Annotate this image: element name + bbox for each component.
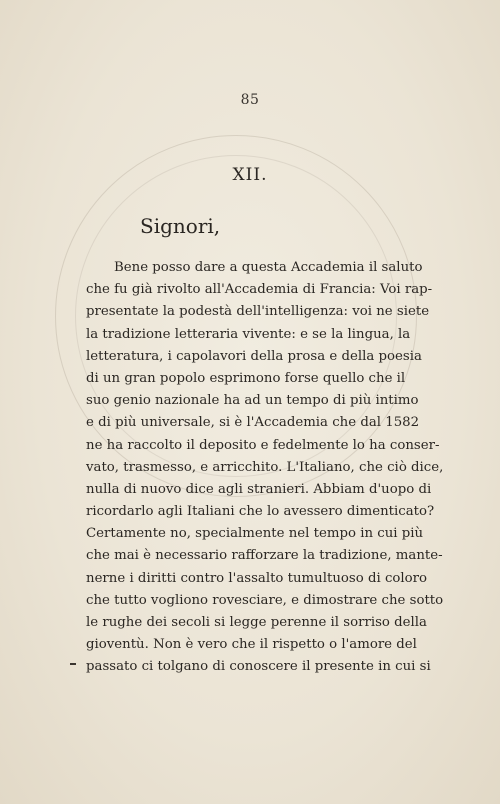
text-line: le rughe dei secoli si legge perenne il sorriso della: [86, 615, 427, 630]
text-line: Certamente no, specialmente nel tempo in cui più: [86, 526, 424, 542]
text-line: nulla di nuovo dice agli stranieri. Abbiam d'uopo di: [86, 481, 432, 497]
text-line: la tradizione letteraria vivente: e se la lingua, la: [86, 326, 411, 342]
text-line: che tutto vogliono rovesciare, e dimostrare che sotto: [86, 592, 444, 608]
text-line: gioventù. Non è vero che il rispetto o l'amore del: [86, 637, 417, 653]
text-line: e di più universale, si è l'Accademia che dal 1582: [86, 415, 420, 431]
text-line: nerne i diritti contro l'assalto tumultuoso di coloro: [86, 570, 428, 586]
text-line: Bene posso dare a questa Accademia il saluto: [114, 260, 423, 275]
text-line: che mai è necessario rafforzare la tradizione, mante-: [86, 548, 443, 564]
text-line: letteratura, i capolavori della prosa e della poesia: [86, 348, 422, 364]
text-line: presentate la podestà dell'intelligenza: voi ne siete: [86, 304, 430, 320]
body-text: [86, 257, 444, 679]
chapter-heading: XII.: [232, 165, 268, 185]
page-number: 85: [240, 92, 260, 108]
text-line: vato, trasmesso, e arricchito. L'Italiano, che ciò dice,: [86, 459, 444, 475]
text-line: ricordarlo agli Italiani che lo avessero dimenticato?: [86, 504, 435, 520]
text-line: che fu già rivolto all'Accademia di Francia: Voi rap-: [86, 282, 433, 298]
salutation: Signori,: [140, 214, 221, 238]
text-line: passato ci tolgano di conoscere il presente in cui si: [86, 659, 431, 675]
margin-mark: [70, 663, 76, 665]
text-line: suo genio nazionale ha ad un tempo di più intimo: [86, 393, 419, 409]
text-line: ne ha raccolto il deposito e fedelmente lo ha conser-: [86, 437, 440, 453]
text-line: di un gran popolo esprimono forse quello che il: [86, 370, 406, 386]
